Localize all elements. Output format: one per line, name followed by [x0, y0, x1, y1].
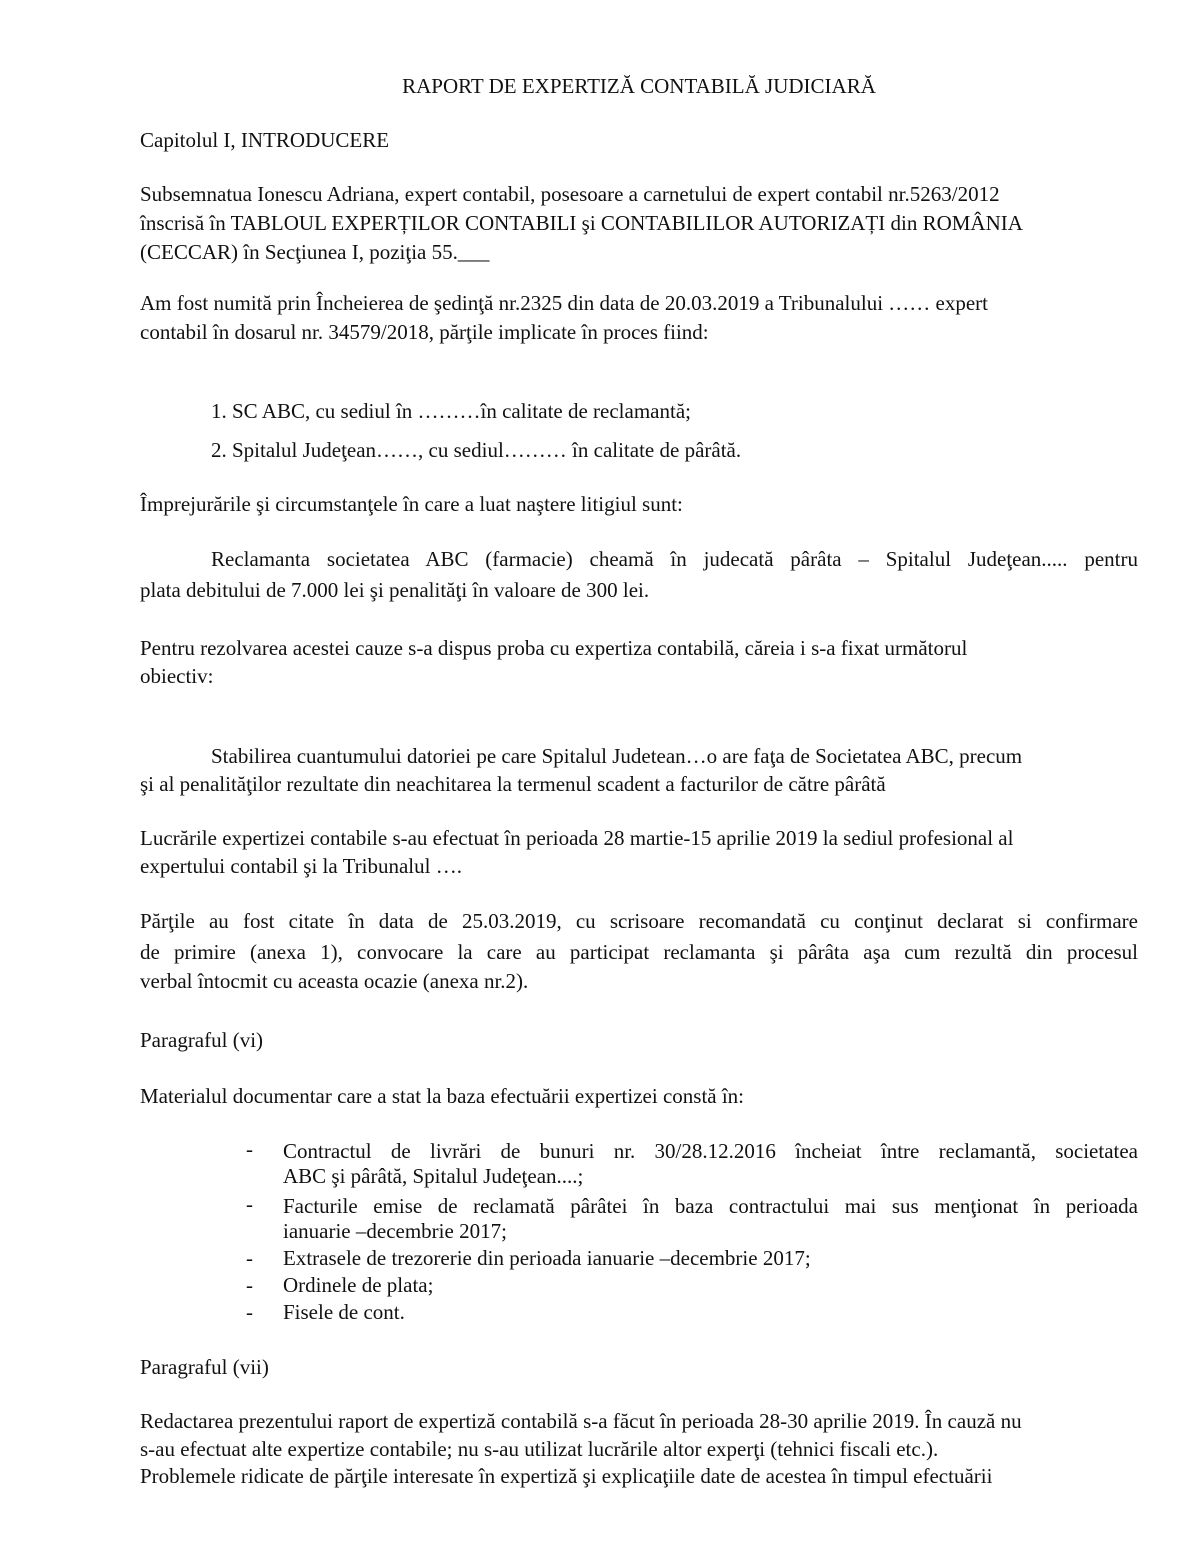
closing-line: Problemele ridicate de părţile interesate în expertiză şi explicaţiile date de acestea în timpul efectuării: [140, 1464, 993, 1488]
bullet-dash: -: [246, 1192, 253, 1216]
summons-line: Părţile au fost citate în data de 25.03.2019, cu scrisoare recomandată cu conţinut declarat si confirmare: [140, 909, 1138, 933]
material-line: Contractul de livrări de bunuri nr. 30/28.12.2016 încheiat între reclamantă, societatea: [283, 1139, 1138, 1163]
material-line: ABC şi pârâtă, Spitalul Judeţean....;: [283, 1164, 584, 1188]
circumstances-intro: Împrejurările şi circumstanţele în care a luat naştere litigiul sunt:: [140, 492, 683, 516]
works-line: Lucrările expertizei contabile s-au efectuat în perioada 28 martie-15 aprilie 2019 la sediul profesional al: [140, 826, 1014, 850]
chapter-heading: Capitolul I, INTRODUCERE: [140, 128, 390, 152]
bullet-dash: -: [246, 1273, 253, 1297]
bullet-dash: -: [246, 1137, 253, 1161]
material-line: Extrasele de trezorerie din perioada ianuarie –decembrie 2017;: [283, 1246, 811, 1270]
objective-intro-line: obiectiv:: [140, 664, 214, 688]
intro-line: Subsemnatua Ionescu Adriana, expert contabil, posesoare a carnetului de expert contabil nr.5263/2012: [140, 182, 1000, 206]
material-line: Ordinele de plata;: [283, 1273, 434, 1297]
material-line: Fisele de cont.: [283, 1300, 405, 1324]
objective-line: şi al penalităţilor rezultate din neachitarea la termenul scadent a facturilor de către pârâtă: [140, 772, 886, 796]
paragraph-vi-heading: Paragraful (vi): [140, 1028, 264, 1052]
circumstances-line: plata debitului de 7.000 lei şi penalităţi în valoare de 300 lei.: [140, 578, 650, 602]
works-line: expertului contabil şi la Tribunalul ….: [140, 854, 462, 878]
intro-line: înscrisă în TABLOUL EXPERȚILOR CONTABILI şi CONTABILILOR AUTORIZAȚI din ROMÂNIA: [140, 211, 1023, 235]
summons-line: verbal întocmit cu aceasta ocazie (anexa nr.2).: [140, 969, 529, 993]
circumstances-line: Reclamanta societatea ABC (farmacie) cheamă în judecată pârâta – Spitalul Judeţean..... pentru: [211, 547, 1138, 571]
bullet-dash: -: [246, 1246, 253, 1270]
closing-line: s-au efectuat alte expertize contabile; nu s-au utilizat lucrările altor experţi (tehnici fiscali etc.).: [140, 1437, 939, 1461]
appointment-line: Am fost numită prin Încheierea de şedinţă nr.2325 din data de 20.03.2019 a Tribunalului …… expert: [140, 291, 988, 315]
closing-line: Redactarea prezentului raport de expertiză contabilă s-a făcut în perioada 28-30 aprilie 2019. În cauză nu: [140, 1409, 1022, 1433]
objective-line: Stabilirea cuantumului datoriei pe care Spitalul Judetean…o are faţa de Societatea ABC, precum: [211, 744, 1023, 768]
bullet-dash: -: [246, 1300, 253, 1324]
material-line: ianuarie –decembrie 2017;: [283, 1219, 507, 1243]
objective-intro-line: Pentru rezolvarea acestei cauze s-a dispus proba cu expertiza contabilă, căreia i s-a fixat următorul: [140, 636, 968, 660]
appointment-line: contabil în dosarul nr. 34579/2018, părţile implicate în proces fiind:: [140, 320, 709, 344]
party-item: 1. SC ABC, cu sediul în ………în calitate de reclamantă;: [211, 399, 691, 423]
material-line: Facturile emise de reclamată pârâtei în baza contractului mai sus menţionat în perioada: [283, 1194, 1138, 1218]
summons-line: de primire (anexa 1), convocare la care au participat reclamanta şi pârâta aşa cum rezultă din procesul: [140, 940, 1138, 964]
document-title: RAPORT DE EXPERTIZĂ CONTABILĂ JUDICIARĂ: [402, 74, 876, 98]
party-item: 2. Spitalul Judeţean……, cu sediul……… în calitate de pârâtă.: [211, 438, 742, 462]
materials-intro: Materialul documentar care a stat la baza efectuării expertizei constă în:: [140, 1084, 745, 1108]
intro-line: (CECCAR) în Secţiunea I, poziţia 55.___: [140, 240, 490, 264]
paragraph-vii-heading: Paragraful (vii): [140, 1355, 269, 1379]
